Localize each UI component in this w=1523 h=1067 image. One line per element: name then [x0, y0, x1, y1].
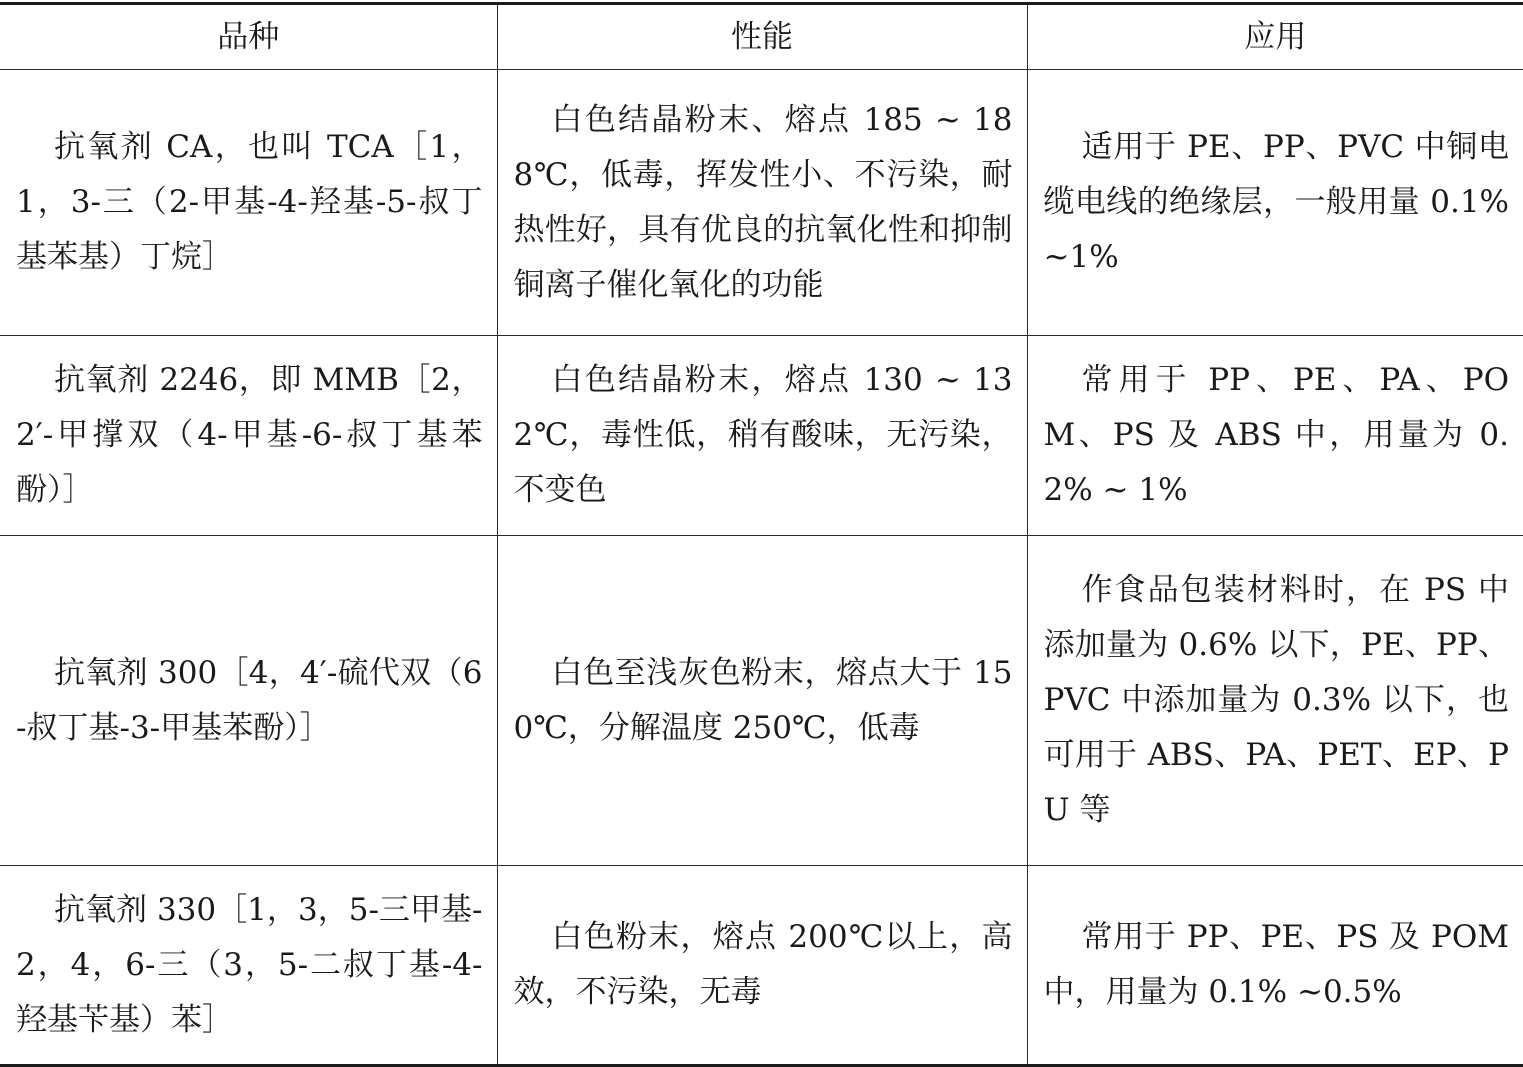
cell-properties: 白色结晶粉末、熔点 185 ~ 188℃，低毒，挥发性小、不污染，耐热性好，具有优良的抗氧化性和抑制铜离子催化氧化的功能 — [497, 70, 1027, 336]
table-row — [0, 336, 1523, 536]
cell-application: 常用于 PP、PE、PS 及 POM 中，用量为 0.1% ~0.5% — [1027, 866, 1523, 1066]
cell-properties: 白色至浅灰色粉末，熔点大于 150℃，分解温度 250℃，低毒 — [497, 536, 1027, 866]
table-row — [0, 70, 1523, 336]
cell-variety: 抗氧剂 2246，即 MMB［2，2′-甲撑双（4-甲基-6-叔丁基苯酚）］ — [0, 336, 497, 536]
cell-variety: 抗氧剂 330［1，3，5-三甲基-2，4，6-三（3，5-二叔丁基-4-羟基苄基）苯］ — [0, 866, 497, 1066]
table-row — [0, 866, 1523, 1066]
header-properties: 性能 — [497, 4, 1027, 70]
table-row — [0, 536, 1523, 866]
table-header-row — [0, 4, 1523, 70]
antioxidant-table — [0, 2, 1523, 1067]
cell-application: 作食品包装材料时，在 PS 中添加量为 0.6% 以下，PE、PP、PVC 中添加量为 0.3% 以下，也可用于 ABS、PA、PET、EP、PU 等 — [1027, 536, 1523, 866]
cell-application: 常用于 PP、PE、PA、POM、PS 及 ABS 中，用量为 0.2% ~ 1% — [1027, 336, 1523, 536]
header-variety: 品种 — [0, 4, 497, 70]
header-application: 应用 — [1027, 4, 1523, 70]
cell-variety: 抗氧剂 300［4，4′-硫代双（6-叔丁基-3-甲基苯酚）］ — [0, 536, 497, 866]
cell-properties: 白色结晶粉末，熔点 130 ~ 132℃，毒性低，稍有酸味，无污染，不变色 — [497, 336, 1027, 536]
cell-application: 适用于 PE、PP、PVC 中铜电缆电线的绝缘层，一般用量 0.1% ~1% — [1027, 70, 1523, 336]
cell-variety: 抗氧剂 CA，也叫 TCA［1，1，3-三（2-甲基-4-羟基-5-叔丁基苯基）丁烷］ — [0, 70, 497, 336]
cell-properties: 白色粉末，熔点 200℃以上，高效，不污染，无毒 — [497, 866, 1027, 1066]
